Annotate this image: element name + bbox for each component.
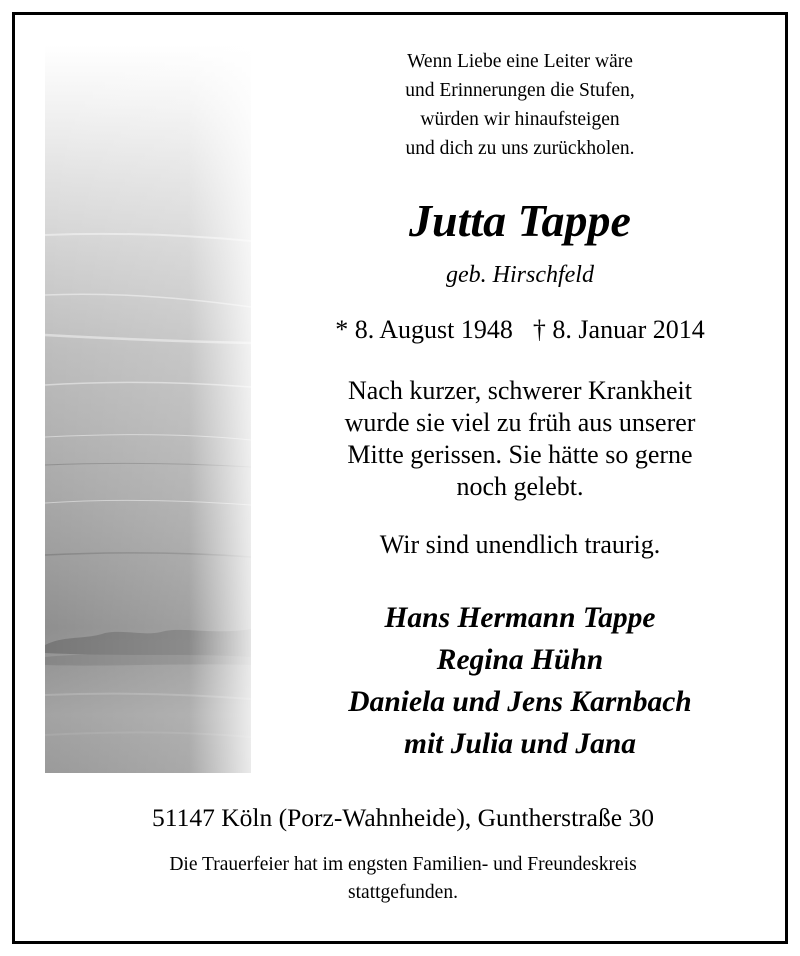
deceased-name: Jutta Tappe: [409, 195, 631, 246]
cloud-streaks-graphic: [45, 45, 251, 773]
funeral-notice: [15, 851, 791, 907]
obituary-frame: [12, 12, 788, 944]
notice-line: Die Trauerfeier hat im engsten Familien- und Freundeskreis: [169, 854, 637, 875]
poem-line: würden wir hinaufsteigen: [420, 109, 620, 130]
birth-name: geb. Hirschfeld: [446, 262, 594, 288]
life-dates: [265, 313, 775, 347]
message-line: Mitte gerissen. Sie hätte so gerne: [347, 440, 693, 469]
poem-block: [265, 47, 775, 163]
mourner-line: Regina Hühn: [436, 644, 604, 676]
message-line: Nach kurzer, schwerer Krankheit: [347, 376, 692, 405]
poem-line: und dich zu uns zurückholen.: [405, 138, 635, 159]
mourners-block: [265, 597, 775, 765]
mourner-line: Daniela und Jens Karnbach: [348, 686, 692, 718]
family-address: 51147 Köln (Porz-Wahnheide), Guntherstraße 30: [152, 803, 654, 832]
poem-line: Wenn Liebe eine Leiter wäre: [407, 51, 633, 72]
notice-line: stattgefunden.: [348, 882, 458, 903]
poem-line: und Erinnerungen die Stufen,: [405, 80, 635, 101]
message-line: wurde sie viel zu früh aus unserer: [344, 408, 696, 437]
closing-line: Wir sind unendlich traurig.: [379, 530, 661, 559]
birth-date: * 8. August 1948: [335, 315, 513, 344]
message-block: [265, 375, 775, 503]
mourner-line: Hans Hermann Tappe: [384, 602, 656, 634]
mourner-line: mit Julia und Jana: [404, 728, 636, 760]
death-date: † 8. Januar 2014: [532, 315, 705, 344]
message-line: noch gelebt.: [456, 472, 584, 501]
sky-horizon-photo: [45, 45, 251, 773]
